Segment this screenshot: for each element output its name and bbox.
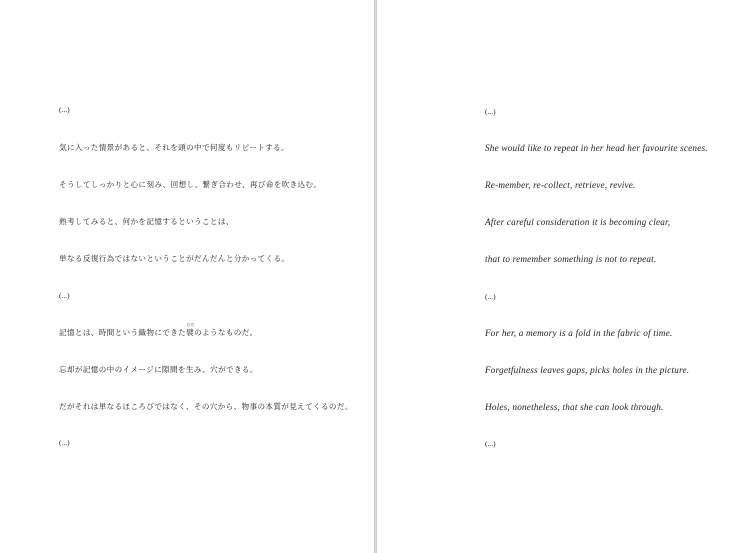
- text-line: Holes, nonetheless, that she can look through.: [485, 402, 664, 412]
- text-line: For her, a memory is a fold in the fabric of time.: [485, 328, 673, 338]
- text-line: そうしてしっかりと心に刻み、回想し、繋ぎ合わせ、再び命を吹き込む。: [59, 180, 322, 189]
- text-line: Forgetfulness leaves gaps, picks holes in the picture.: [485, 365, 690, 375]
- ellipsis: (...): [485, 439, 496, 448]
- right-page-english: [377, 0, 750, 553]
- text-line-with-ruby: [59, 322, 258, 338]
- text-line: 単なる反復行為ではないということがだんだんと分かってくる。: [59, 254, 290, 263]
- ruby-base: [186, 322, 195, 338]
- text-segment: 記憶とは、時間という織物にできた: [59, 328, 187, 337]
- text-line: 忘却が記憶の中のイメージに隙間を生み、穴ができる。: [59, 365, 258, 374]
- text-line: After careful consideration it is becoming clear,: [485, 217, 671, 227]
- text-line: that to remember something is not to repeat.: [485, 254, 657, 264]
- ruby-base-char: 襞: [186, 328, 195, 337]
- left-page-japanese: [0, 0, 374, 553]
- text-line: 熟考してみると、何かを記憶するということは、: [59, 217, 234, 226]
- ellipsis: (...): [485, 292, 496, 301]
- text-segment: のようなものだ。: [194, 328, 258, 337]
- text-line: だがそれは単なるほころびではなく、その穴から、物事の本質が見えてくるのだ。: [59, 402, 353, 411]
- text-line: 気に入った情景があると、それを頭の中で何度もリピートする。: [59, 143, 289, 152]
- ellipsis: (...): [59, 291, 70, 300]
- text-line: She would like to repeat in her head her favourite scenes.: [485, 143, 708, 153]
- ruby-annotation: ひだ: [186, 322, 195, 327]
- ellipsis: (...): [485, 107, 496, 116]
- ellipsis: (...): [59, 105, 70, 114]
- text-line: Re-member, re-collect, retrieve, revive.: [485, 180, 636, 190]
- ellipsis: (...): [59, 438, 70, 447]
